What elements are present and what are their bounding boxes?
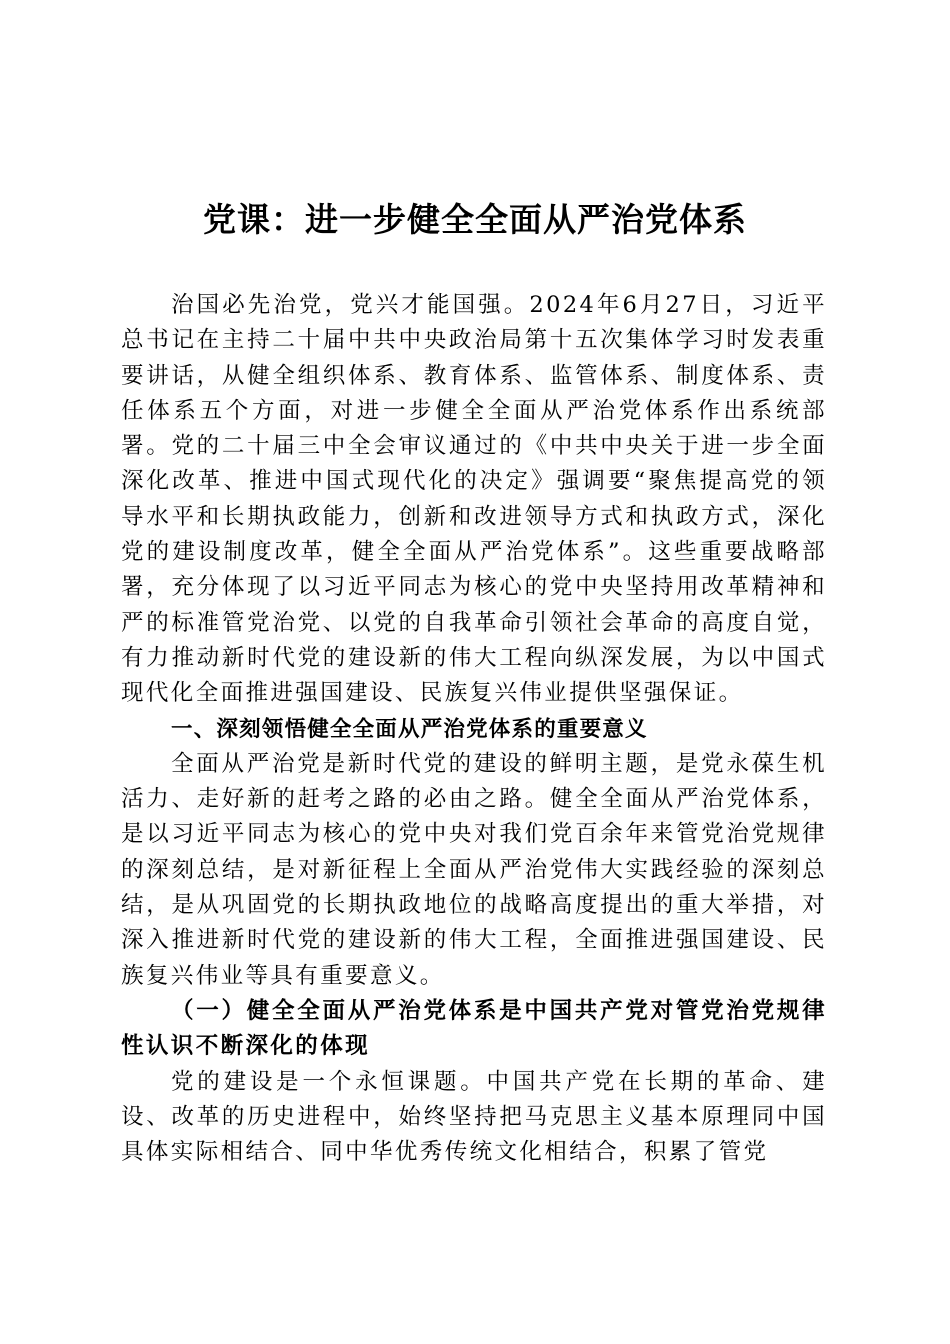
section-heading-1: 一、深刻领悟健全全面从严治党体系的重要意义 [171,716,648,742]
subsection-heading-1: （一）健全全面从严治党体系是中国共产党对管党治党规律性认识不断深化的体现 [121,997,827,1060]
document-body [121,288,827,1170]
section-1-paragraph: 全面从严治党是新时代党的建设的鲜明主题，是党永葆生机活力、走好新的赶考之路的必由之路。健全全面从严治党体系，是以习近平同志为核心的党中央对我们党百余年来管党治党规律的深刻总结，是对新征程上全面从严治党伟大实践经验的深刻总结，是从巩固党的长期执政地位的战略高度提出的重大举措，对深入推进新时代党的建设新的伟大工程，全面推进强国建设、民族复兴伟业等具有重要意义。 [121,750,827,989]
subsection-1-paragraph: 党的建设是一个永恒课题。中国共产党在长期的革命、建设、改革的历史进程中，始终坚持把马克思主义基本原理同中国具体实际相结合、同中华优秀传统文化相结合，积累了管党 [121,1068,827,1166]
document-title: 党课：进一步健全全面从严治党体系 [203,200,747,239]
intro-paragraph: 治国必先治党，党兴才能国强。2024年6月27日，习近平总书记在主持二十届中共中央政治局第十五次集体学习时发表重要讲话，从健全组织体系、教育体系、监管体系、制度体系、责任体系五个方面，对进一步健全全面从严治党体系作出系统部署。党的二十届三中全会审议通过的《中共中央关于进一步全面深化改革、推进中国式现代化的决定》强调要“聚焦提高党的领导水平和长期执政能力，创新和改进领导方式和执政方式，深化党的建设制度改革，健全全面从严治党体系”。这些重要战略部署，充分体现了以习近平同志为核心的党中央坚持用改革精神和严的标准管党治党、以党的自我革命引领社会革命的高度自觉，有力推动新时代党的建设新的伟大工程向纵深发展，为以中国式现代化全面推进强国建设、民族复兴伟业提供坚强保证。 [121,292,827,707]
